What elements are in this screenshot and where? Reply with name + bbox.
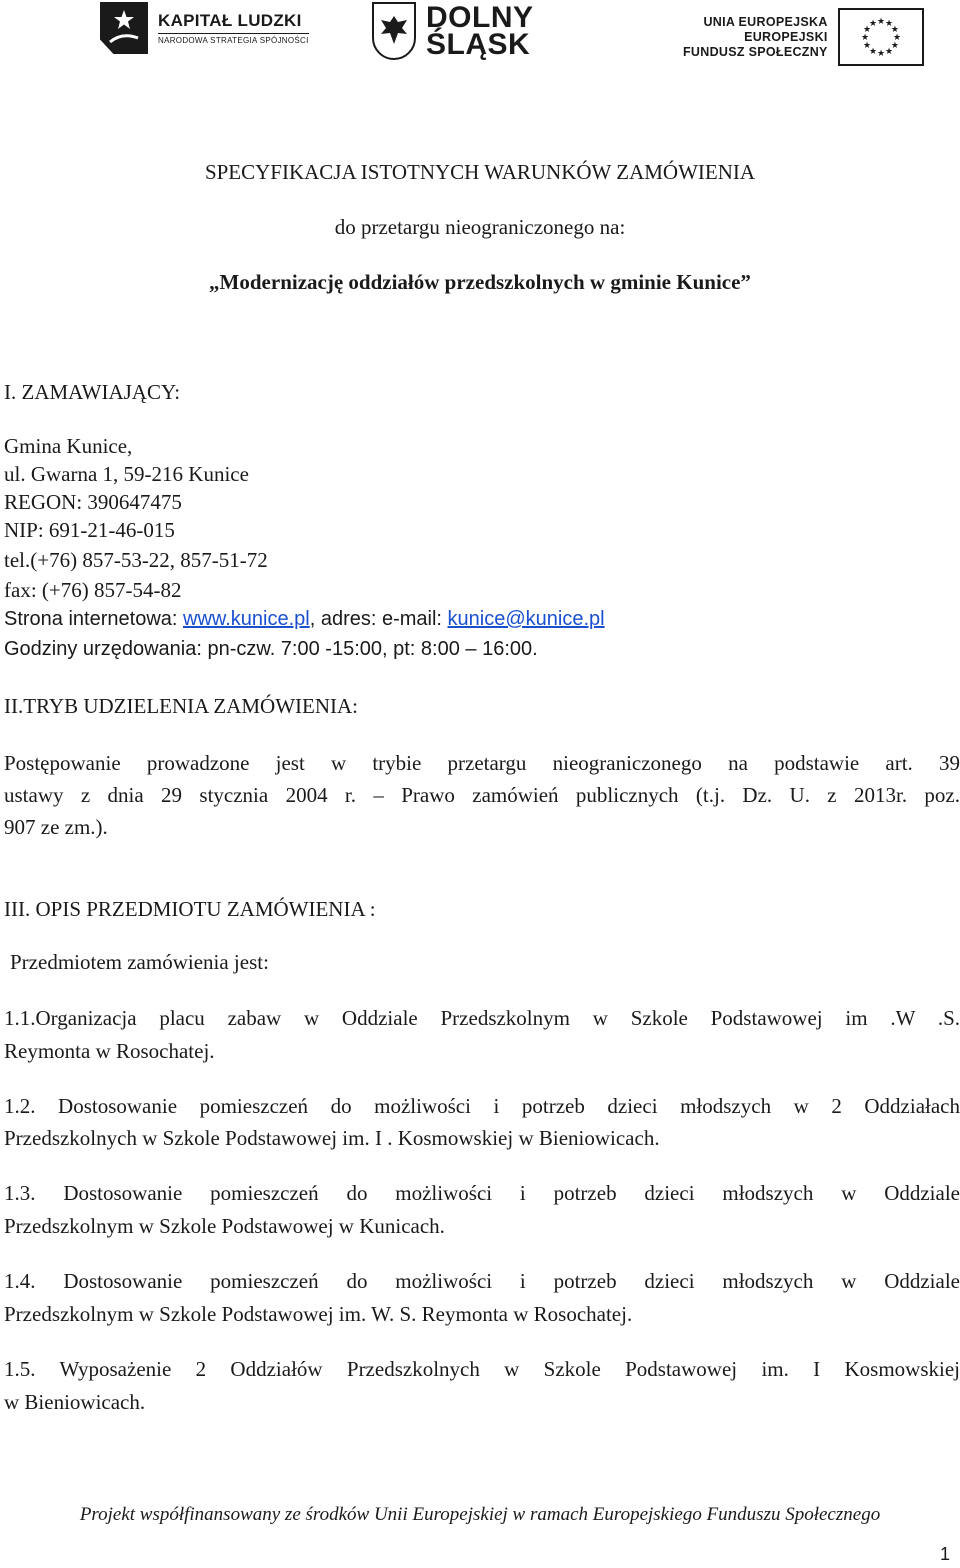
eu-star-icon: ★ bbox=[862, 40, 871, 50]
eu-star-icon: ★ bbox=[860, 32, 869, 42]
website-label: Strona internetowa: bbox=[4, 608, 183, 630]
eu-star-icon: ★ bbox=[876, 16, 885, 26]
footer-cofinancing-note: Projekt współfinansowany ze środków Unii Europejskiej w ramach Europejskiego Funduszu Społecznego bbox=[79, 1504, 881, 1525]
list-item-continuation: Reymonta w Rosochatej. bbox=[4, 1039, 215, 1063]
email-link[interactable]: kunice@kunice.pl bbox=[447, 608, 605, 630]
office-hours: Godziny urzędowania: pn-czw. 7:00 -15:00, pt: 8:00 – 16:00. bbox=[4, 638, 538, 660]
kapital-ludzki-logo bbox=[100, 2, 309, 54]
list-item-continuation: w Bieniowicach. bbox=[4, 1390, 146, 1414]
address-line: REGON: 390647475 bbox=[4, 490, 182, 514]
list-item-continuation: Przedszkolnym w Szkole Podstawowej w Kunicach. bbox=[4, 1214, 445, 1238]
address-line: tel.(+76) 857-53-22, 857-51-72 bbox=[4, 548, 268, 572]
list-item: 1.4. Dostosowanie pomieszczeń do możliwości i potrzeb dzieci młodszych w Oddziale bbox=[4, 1269, 960, 1293]
list-item-continuation: Przedszkolnym w Szkole Podstawowej im. W. S. Reymonta w Rosochatej. bbox=[4, 1302, 633, 1326]
list-item: 1.5. Wyposażenie 2 Oddziałów Przedszkolnych w Szkole Podstawowej im. I Kosmowskiej bbox=[4, 1357, 960, 1381]
eu-line3: FUNDUSZ SPOŁECZNY bbox=[683, 44, 828, 59]
document-subtitle: do przetargu nieograniczonego na: bbox=[334, 215, 626, 239]
eu-star-icon: ★ bbox=[868, 45, 877, 56]
eu-line1: UNIA EUROPEJSKA bbox=[703, 14, 828, 29]
document-title: SPECYFIKACJA ISTOTNYCH WARUNKÓW ZAMÓWIENIA bbox=[204, 160, 756, 184]
page-number: 1 bbox=[940, 1544, 951, 1564]
website-link[interactable]: www.kunice.pl bbox=[183, 608, 310, 630]
dolny-slask-line2: ŚLĄSK bbox=[426, 28, 531, 61]
eu-star-icon: ★ bbox=[892, 32, 901, 42]
list-item: 1.2. Dostosowanie pomieszczeń do możliwości i potrzeb dzieci młodszych w 2 Oddziałach bbox=[4, 1094, 960, 1118]
address-line: NIP: 691-21-46-015 bbox=[4, 518, 175, 542]
eu-star-icon: ★ bbox=[890, 40, 899, 50]
section3-intro: Przedmiotem zamówienia jest: bbox=[10, 950, 269, 974]
eu-logo bbox=[683, 8, 924, 66]
eu-stars-flag-icon bbox=[838, 8, 924, 66]
eu-star-icon: ★ bbox=[884, 18, 893, 29]
section2-paragraph-line: ustawy z dnia 29 stycznia 2004 r. – Prawo zamówień publicznych (t.j. Dz. U. z 2013r. poz. bbox=[4, 783, 960, 807]
address-line: Gmina Kunice, bbox=[4, 434, 133, 458]
address-line: ul. Gwarna 1, 59-216 Kunice bbox=[4, 462, 249, 486]
list-item: 1.3. Dostosowanie pomieszczeń do możliwości i potrzeb dzieci młodszych w Oddziale bbox=[4, 1181, 960, 1205]
section1-heading: I. ZAMAWIAJĄCY: bbox=[4, 380, 181, 404]
kapital-ludzki-subtitle: NARODOWA STRATEGIA SPÓJNOŚCI bbox=[158, 33, 309, 45]
dolny-slask-logo bbox=[372, 2, 534, 60]
section2-paragraph-line: 907 ze zm.). bbox=[4, 815, 108, 839]
eu-star-icon: ★ bbox=[862, 24, 871, 34]
eu-star-icon: ★ bbox=[868, 18, 877, 29]
list-item-continuation: Przedszkolnych w Szkole Podstawowej im. I . Kosmowskiej w Bieniowicach. bbox=[4, 1126, 660, 1150]
document-subject: „Modernizację oddziałów przedszkolnych w gminie Kunice” bbox=[209, 270, 751, 294]
dolny-slask-line1: DOLNY bbox=[426, 1, 534, 34]
email-label: , adres: e-mail: bbox=[309, 608, 448, 630]
eagle-crest-icon bbox=[372, 2, 416, 60]
address-line: fax: (+76) 857-54-82 bbox=[4, 578, 182, 602]
list-item: 1.1.Organizacja placu zabaw w Oddziale Przedszkolnym w Szkole Podstawowej im .W .S. bbox=[4, 1006, 960, 1030]
eu-star-icon: ★ bbox=[884, 45, 893, 56]
section2-paragraph-line: Postępowanie prowadzone jest w trybie przetargu nieograniczonego na podstawie art. 39 bbox=[4, 751, 960, 775]
kapital-ludzki-title: KAPITAŁ LUDZKI bbox=[158, 11, 302, 30]
section3-heading: III. OPIS PRZEDMIOTU ZAMÓWIENIA : bbox=[4, 897, 376, 921]
eu-star-icon: ★ bbox=[890, 24, 899, 34]
website-email-line bbox=[4, 607, 605, 631]
eu-line2: EUROPEJSKI bbox=[744, 29, 828, 44]
kapital-ludzki-emblem-icon bbox=[100, 2, 148, 54]
section2-heading: II.TRYB UDZIELENIA ZAMÓWIENIA: bbox=[4, 694, 359, 718]
eu-star-icon: ★ bbox=[876, 48, 885, 58]
